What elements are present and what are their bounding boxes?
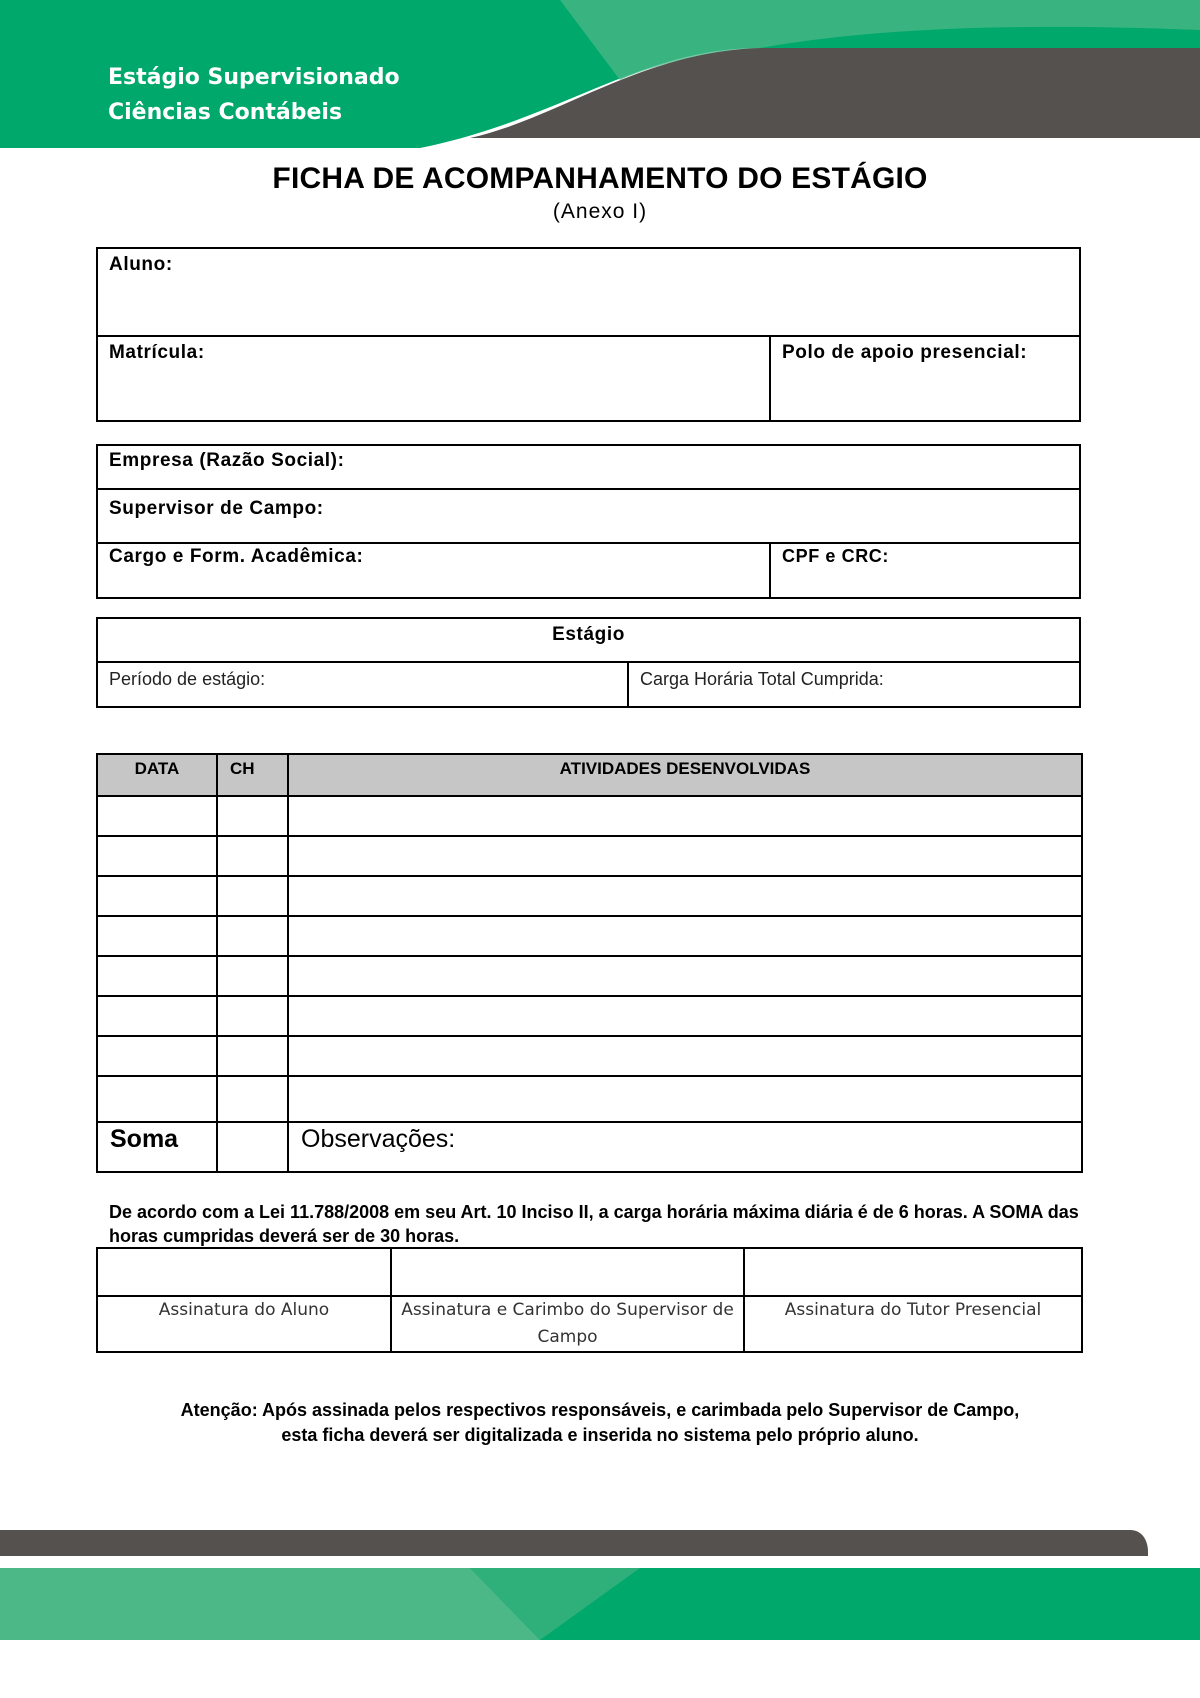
sum-label-cell	[97, 1122, 217, 1172]
table-row	[97, 836, 1082, 876]
column-header-activities: ATIVIDADES DESENVOLVIDAS	[288, 754, 1082, 796]
table-header-row	[97, 754, 1082, 796]
sum-value-cell[interactable]	[217, 1122, 288, 1172]
company-info-box	[96, 444, 1081, 599]
table-row	[97, 876, 1082, 916]
divider	[98, 542, 1079, 544]
attention-note	[0, 1398, 1200, 1448]
date-cell[interactable]	[97, 1076, 217, 1122]
hours-cell[interactable]	[217, 876, 288, 916]
date-cell[interactable]	[97, 996, 217, 1036]
signature-space-row	[97, 1248, 1082, 1296]
activity-cell[interactable]	[288, 956, 1082, 996]
supervisor-label: Supervisor de Campo:	[109, 498, 324, 519]
hours-cell[interactable]	[217, 916, 288, 956]
divider	[769, 542, 771, 597]
hours-cell[interactable]	[217, 996, 288, 1036]
tutor-signature-label: Assinatura do Tutor Presencial	[744, 1296, 1082, 1352]
column-header-hours: CH	[217, 754, 288, 796]
signature-label-row	[97, 1296, 1082, 1352]
activity-cell[interactable]	[288, 836, 1082, 876]
enrollment-label: Matrícula:	[109, 342, 205, 363]
company-name-label: Empresa (Razão Social):	[109, 450, 345, 471]
header-course: Ciências Contábeis	[108, 100, 343, 125]
date-cell[interactable]	[97, 916, 217, 956]
student-name-label: Aluno:	[109, 254, 173, 275]
student-signature-label: Assinatura do Aluno	[97, 1296, 391, 1352]
table-row	[97, 996, 1082, 1036]
activity-cell[interactable]	[288, 996, 1082, 1036]
date-cell[interactable]	[97, 836, 217, 876]
document-subtitle: (Anexo I)	[552, 200, 648, 223]
period-label: Período de estágio:	[109, 669, 266, 689]
legal-note: De acordo com a Lei 11.788/2008 em seu Art. 10 Inciso II, a carga horária máxima diária é de 6 horas. A SOMA das horas cumpridas deverá ser de 30 horas.	[109, 1202, 1079, 1246]
observations-label: Observações:	[301, 1125, 456, 1153]
activity-cell[interactable]	[288, 876, 1082, 916]
date-cell[interactable]	[97, 876, 217, 916]
activity-cell[interactable]	[288, 1076, 1082, 1122]
divider	[98, 335, 1079, 337]
student-info-box	[96, 247, 1081, 422]
supervisor-signature-space[interactable]	[391, 1248, 744, 1296]
hours-cell[interactable]	[217, 1076, 288, 1122]
date-cell[interactable]	[97, 1036, 217, 1076]
table-row	[97, 1076, 1082, 1122]
activity-cell[interactable]	[288, 1036, 1082, 1076]
header-title	[108, 60, 400, 130]
sum-label: Soma	[110, 1125, 179, 1153]
student-signature-space[interactable]	[97, 1248, 391, 1296]
observations-cell[interactable]	[288, 1122, 1082, 1172]
campus-label: Polo de apoio presencial:	[782, 342, 1028, 363]
table-row	[97, 796, 1082, 836]
date-cell[interactable]	[97, 796, 217, 836]
hours-cell[interactable]	[217, 1036, 288, 1076]
sum-row	[97, 1122, 1082, 1172]
divider	[627, 661, 629, 706]
footer-banner	[0, 1520, 1200, 1698]
header-program: Estágio Supervisionado	[108, 65, 400, 90]
attention-line: esta ficha deverá ser digitalizada e inserida no sistema pelo próprio aluno.	[281, 1425, 919, 1445]
document-title: FICHA DE ACOMPANHAMENTO DO ESTÁGIO	[272, 162, 928, 195]
supervisor-signature-label: Assinatura e Carimbo do Supervisor de Campo	[391, 1296, 744, 1352]
activity-cell[interactable]	[288, 796, 1082, 836]
activity-cell[interactable]	[288, 916, 1082, 956]
table-row	[97, 1036, 1082, 1076]
divider	[98, 661, 1079, 663]
table-row	[97, 916, 1082, 956]
divider	[769, 335, 771, 420]
internship-box	[96, 617, 1081, 708]
hours-cell[interactable]	[217, 956, 288, 996]
cpf-crc-label: CPF e CRC:	[782, 546, 890, 566]
hours-cell[interactable]	[217, 796, 288, 836]
position-label: Cargo e Form. Acadêmica:	[109, 546, 364, 567]
column-header-date: DATA	[97, 754, 217, 796]
signatures-table	[96, 1247, 1083, 1353]
hours-cell[interactable]	[217, 836, 288, 876]
attention-line: Atenção: Após assinada pelos respectivos responsáveis, e carimbada pelo Supervisor de Campo,	[180, 1400, 1020, 1420]
divider	[98, 488, 1079, 490]
internship-header: Estágio	[552, 624, 625, 645]
tutor-signature-space[interactable]	[744, 1248, 1082, 1296]
date-cell[interactable]	[97, 956, 217, 996]
activities-table	[96, 753, 1083, 1173]
table-row	[97, 956, 1082, 996]
total-hours-label: Carga Horária Total Cumprida:	[640, 669, 884, 689]
